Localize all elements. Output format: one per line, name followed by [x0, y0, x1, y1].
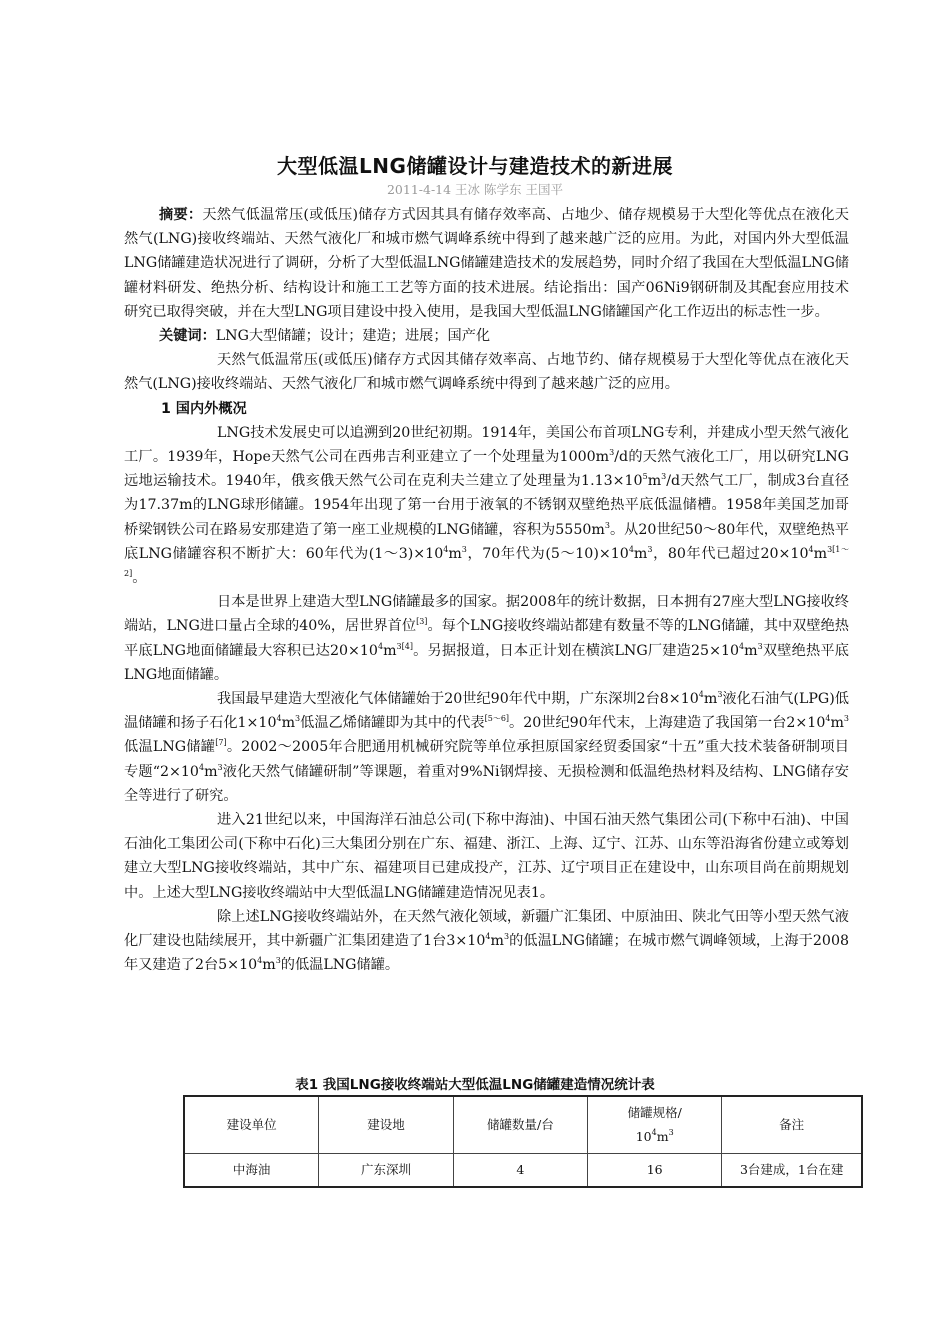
paragraph-japan: [124, 590, 849, 687]
superscript: 4: [628, 544, 634, 554]
table-header-cell: 建设单位: [184, 1096, 319, 1154]
citation-ref: [7]: [215, 738, 227, 748]
intro-paragraph: 天然气低温常压(或低压)储存方式因其储存效率高、占地节约、储存规模易于大型化等优点在液化天然气(LNG)接收终端站、天然气液化厂和城市燃气调峰系统中得到了越来越广泛的应用。: [124, 352, 849, 393]
text-run: m: [703, 691, 718, 708]
superscript: 4: [808, 544, 814, 554]
superscript: 3: [604, 520, 610, 530]
superscript: 3: [668, 1128, 674, 1137]
superscript: 3: [461, 544, 467, 554]
table-cell: 中海油: [184, 1154, 319, 1188]
text-run: m: [262, 957, 276, 974]
text-run: 除上述LNG接收终端站外，在天然气液化领域，新疆广汇集团、中原油田、陕北气田等小型天然气液化厂建设也陆续展开，其中新疆广汇集团建造了1台3×10: [124, 908, 849, 950]
abstract-text: 天然气低温常压(或低压)储存方式因其具有储存效率高、占地少、储存规模易于大型化等优点在液化天然气(LNG)接收终端站、天然气液化厂和城市燃气调峰系统中得到了越来越广泛的应用。为此，对国内外大型低温LNG储罐建造状况进行了调研，分析了大型低温LNG储罐建造技术的发展趋势，同时介绍了我国在大型低温LNG储罐材料研发、绝热分析、结构设计和施工工艺等方面的技术进展。结论指出：国产06Ni9钢研制及其配套应用技术研究已取得突破，并在大型LNG项目建设中投入使用，是我国大型低温LNG储罐国产化工作迈出的标志性一步。: [124, 207, 849, 320]
text-run: /d的天然气液化工厂，用以研究LNG远地运输技术。1940年，俄亥俄天然气公司在克利夫兰建立了处理量为1.13×10: [124, 449, 849, 490]
text-run: m: [830, 715, 844, 732]
text-run: m: [813, 545, 828, 562]
table-header-cell: 建设地: [319, 1096, 453, 1154]
table-header-cell: 储罐数量/台: [453, 1096, 587, 1154]
table-header-row: [184, 1096, 862, 1154]
superscript: 4: [698, 690, 704, 700]
citation-ref: 3[1～2]: [124, 544, 849, 579]
table-header-cell: [588, 1096, 722, 1154]
text-run: m: [633, 545, 648, 562]
text-run: 液化天然气储罐研制”等课题，着重对9%Ni钢焊接、无损检测和低温绝热材料及结构、LNG储存安全等进行了研究。: [124, 763, 849, 804]
text-run: 。20世纪90年代末，上海建造了我国第一台2×10: [509, 715, 826, 732]
text-run: 我国最早建造大型液化气体储罐始于20世纪90年代中期，广东深圳2台8×10: [217, 691, 699, 708]
text-run: 。: [132, 570, 147, 587]
text-run: m: [204, 763, 218, 780]
article-byline: 2011-4-14 王冰 陈学东 王国平: [386, 182, 564, 197]
table-cell: 16: [588, 1154, 722, 1188]
paragraph-liquefaction: [124, 905, 849, 978]
keywords: [124, 324, 849, 348]
superscript: 3: [503, 932, 510, 942]
superscript: 4: [443, 544, 449, 554]
text-run: m: [490, 933, 504, 950]
superscript: 3: [609, 448, 615, 458]
abstract: [124, 203, 849, 324]
text-run: 低温乙烯储罐即为其中的代表: [300, 715, 485, 732]
citation-ref: [5～6]: [484, 714, 510, 724]
superscript: 4: [485, 932, 491, 942]
text-run: 双壁绝热平底LNG地面储罐。: [124, 642, 849, 683]
text-run: 。每个LNG接收终端站都建有数量不等的LNG储罐，其中双壁绝热平底LNG地面储罐最大容积已达20×10: [124, 618, 849, 659]
text-run: ，70年代为(5～10)×10: [466, 545, 629, 562]
text-run: 。另据报道，日本正计划在横滨LNG厂建造25×10: [412, 642, 740, 659]
text-run: 日本是世界上建造大型LNG储罐最多的国家。据2008年的统计数据，日本拥有27座大型LNG接收终端站，LNG进口量占全球的40%，居世界首位: [124, 594, 849, 635]
superscript: 4: [825, 714, 831, 724]
text-run: LNG技术发展史可以追溯到20世纪初期。1914年，美国公布首项LNG专利，并建成小型天然气液化工厂。1939年，Hope天然气公司在西弗吉利亚建立了一个处理量为1000m: [124, 424, 849, 466]
text-run: m: [383, 642, 397, 659]
table-cell: 3台建成，1台在建: [722, 1154, 862, 1188]
header-text: 10: [635, 1129, 652, 1144]
text-run: m: [448, 545, 462, 562]
text-run: m: [744, 642, 758, 659]
text-run: 液化石油气(LPG)低温储罐和扬子石化1×10: [124, 691, 849, 732]
paragraph-21st-century: 进入21世纪以来，中国海洋石油总公司(下称中海油)、中国石油天然气集团公司(下称中石油)、中国石油化工集团公司(下称中石化)三大集团分别在广东、福建、浙江、上海、辽宁、江苏、山东等沿海省份建立或筹划建立大型LNG接收终端站，其中广东、福建项目已建成投产，江苏、辽宁项目正在建设中，山东项目尚在前期规划中。上述大型LNG接收终端站中大型低温LNG储罐建造情况见表1。: [124, 812, 849, 901]
text-run: ，80年代已超过20×10: [652, 545, 809, 562]
keywords-text: LNG大型储罐；设计；建造；进展；国产化: [215, 328, 491, 345]
superscript: 4: [739, 641, 745, 651]
superscript: 3: [275, 956, 281, 966]
citation-ref: 3[4]: [396, 641, 413, 651]
text-run: m: [647, 473, 662, 490]
table-row: [184, 1154, 862, 1188]
table-header-cell: 备注: [722, 1096, 862, 1154]
superscript: 4: [377, 641, 384, 651]
superscript: 4: [257, 956, 263, 966]
superscript: 3: [843, 714, 850, 724]
article-title: 大型低温LNG储罐设计与建造技术的新进展: [277, 154, 673, 178]
text-run: 。从20世纪50～80年代，双壁绝热平底LNG储罐容积不断扩大：60年代为(1～3)×10: [124, 521, 849, 562]
superscript: 3: [717, 690, 723, 700]
citation-ref: [3]: [416, 617, 428, 627]
text-run: 低温LNG储罐: [124, 739, 216, 756]
superscript: 4: [651, 1128, 657, 1137]
paragraph-china-early: [124, 687, 849, 808]
text-run: 的低温LNG储罐；在城市燃气调峰领域，上海于2008年又建造了2台5×10: [124, 933, 850, 974]
header-text: 储罐规格/: [627, 1105, 682, 1120]
table-cell: 广东深圳: [319, 1154, 453, 1188]
superscript: 3: [661, 472, 667, 482]
header-text: m: [656, 1129, 669, 1144]
superscript: 4: [198, 762, 205, 772]
abstract-label: 摘要：: [159, 207, 203, 223]
text-run: 。2002～2005年合肥通用机械研究院等单位承担原国家经贸委国家“十五”重大技术装备研制项目专题“2×10: [124, 739, 849, 780]
article-body: [124, 203, 849, 978]
superscript: 5: [642, 472, 648, 482]
text-run: 的低温LNG储罐。: [280, 957, 400, 974]
superscript: 3: [647, 544, 653, 554]
table-cell: 4: [453, 1154, 587, 1188]
paragraph-history: [124, 421, 849, 590]
superscript: 3: [217, 762, 223, 772]
keywords-label: 关键词：: [159, 328, 216, 345]
section-1-heading: 1 国内外概况: [161, 400, 247, 417]
superscript: 3: [295, 714, 301, 724]
text-run: /d天然气工厂，制成3台直径为17.37m的LNG球形储罐。1954年出现了第一台用于液氧的不锈钢双壁绝热平底低温储槽。1958年美国芝加哥桥梁钢铁公司在路易安那建造了第一座工业规模的LNG储罐，容积为5550m: [124, 473, 850, 538]
table-caption: 表1 我国LNG接收终端站大型低温LNG储罐建造情况统计表: [295, 1077, 655, 1093]
lng-tank-table: [183, 1095, 863, 1188]
text-run: m: [281, 715, 296, 732]
superscript: 4: [276, 714, 282, 724]
superscript: 3: [757, 641, 763, 651]
